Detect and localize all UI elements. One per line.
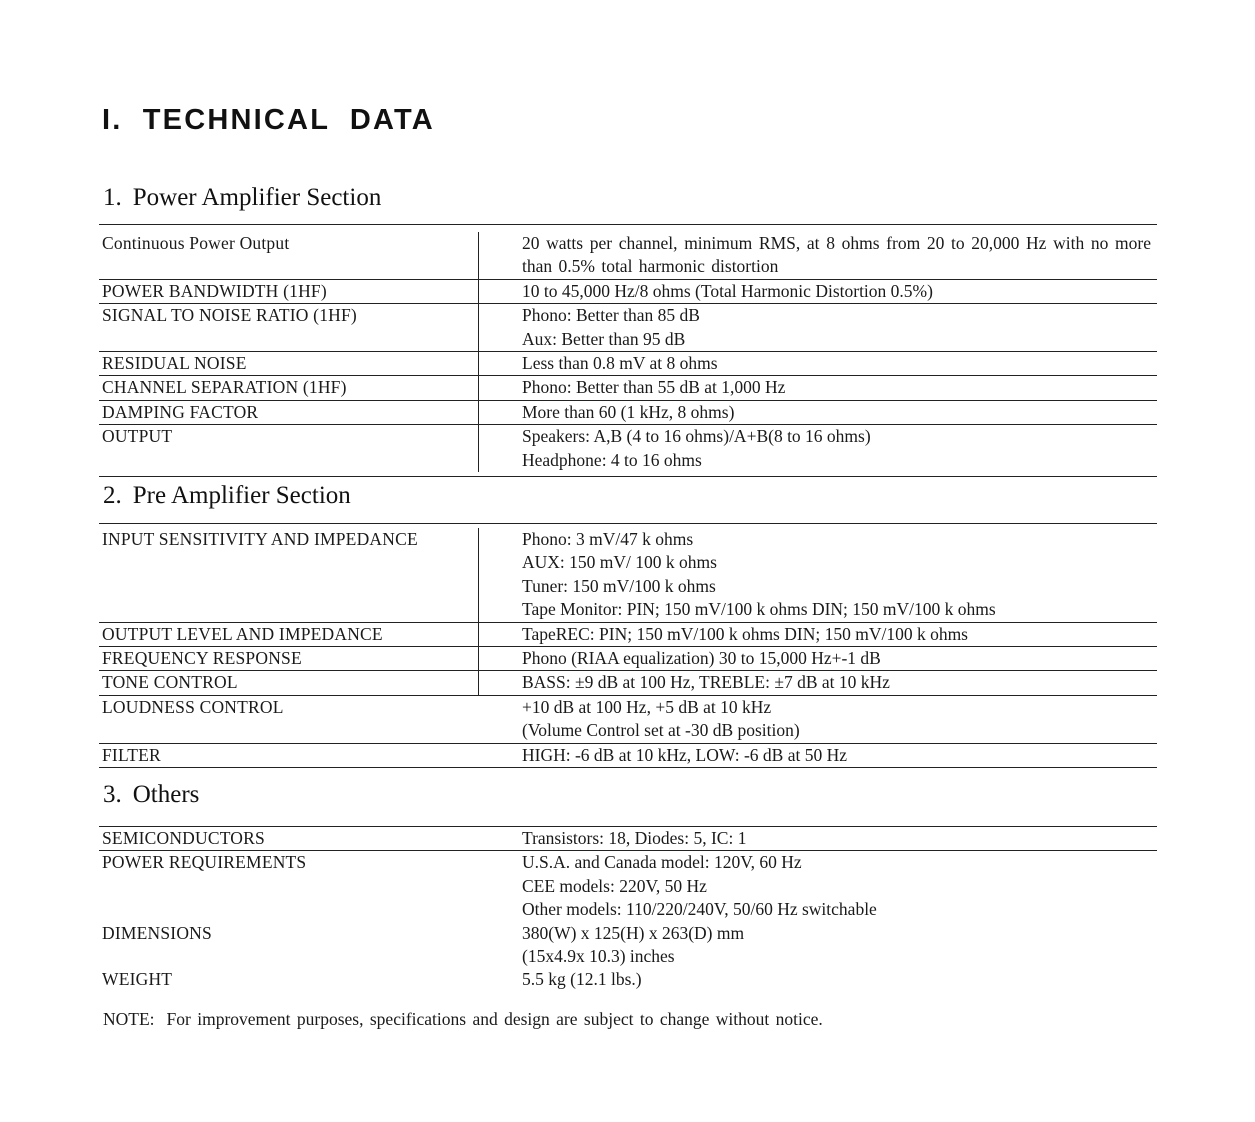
spec-label: POWER BANDWIDTH (1HF)	[99, 280, 479, 303]
spec-label: SEMICONDUCTORS	[102, 828, 265, 848]
spec-value: TapeREC: PIN; 150 mV/100 k ohms DIN; 150 mV/100 k ohms	[522, 623, 968, 644]
spec-value: HIGH: -6 dB at 10 kHz, LOW: -6 dB at 50 Hz	[522, 744, 847, 765]
spec-row-channel-separation	[99, 375, 1157, 399]
section-title-text: Pre Amplifier Section	[132, 482, 351, 509]
spec-row-output-level	[99, 622, 1157, 646]
spec-value: (15x4.9x 10.3) inches	[522, 946, 675, 967]
spec-row-continuous-power	[99, 225, 1157, 279]
spec-values	[479, 528, 1157, 622]
spec-row-dimensions	[99, 922, 1157, 969]
section-title-text: Others	[132, 781, 200, 808]
spec-value: Tuner: 150 mV/100 k ohms	[522, 575, 716, 596]
spec-value: Phono: Better than 85 dB	[522, 305, 700, 326]
spec-values	[479, 922, 1157, 969]
spec-label: DIMENSIONS	[102, 922, 212, 943]
spec-values	[479, 671, 1157, 694]
spec-row-frequency-response	[99, 646, 1157, 670]
spec-value: CEE models: 220V, 50 Hz	[522, 875, 707, 896]
spec-label: LOUDNESS CONTROL	[102, 696, 284, 717]
spec-values	[479, 623, 1157, 646]
spec-row-power-bandwidth	[99, 279, 1157, 303]
spec-label: FILTER	[102, 744, 161, 765]
others-section-title	[103, 781, 199, 809]
power-section-title	[103, 184, 381, 212]
spec-value: (Volume Control set at -30 dB position)	[522, 720, 800, 741]
spec-label: RESIDUAL NOISE	[99, 352, 479, 375]
spec-values	[479, 425, 1157, 472]
spec-label: TONE CONTROL	[99, 671, 479, 694]
spec-label: OUTPUT LEVEL AND IMPEDANCE	[99, 623, 479, 646]
spec-value: 5.5 kg (12.1 lbs.)	[522, 969, 642, 990]
spec-values	[479, 304, 1157, 351]
power-spec-table	[99, 224, 1157, 477]
spec-values	[479, 376, 1157, 399]
spec-value: +10 dB at 100 Hz, +5 dB at 10 kHz	[522, 696, 772, 717]
spec-row-loudness-control	[99, 695, 1157, 743]
spec-row-tone-control	[99, 670, 1157, 694]
spec-row-output	[99, 424, 1157, 476]
spec-row-weight	[99, 968, 1157, 991]
spec-values	[479, 744, 1157, 767]
section-number: 2.	[103, 482, 122, 509]
spec-label: WEIGHT	[102, 969, 173, 990]
spec-label: DAMPING FACTOR	[99, 401, 479, 424]
spec-label: CHANNEL SEPARATION (1HF)	[99, 376, 479, 399]
spec-value: Aux: Better than 95 dB	[522, 328, 686, 349]
note-text: For improvement purposes, specifications and design are subject to change without notice.	[166, 1009, 823, 1029]
spec-values	[479, 851, 1157, 921]
spec-value: U.S.A. and Canada model: 120V, 60 Hz	[522, 852, 802, 873]
spec-row-semiconductors	[99, 826, 1157, 850]
spec-value: Speakers: A,B (4 to 16 ohms)/A+B(8 to 16 ohms)	[522, 426, 871, 447]
spec-value: Transistors: 18, Diodes: 5, IC: 1	[522, 828, 747, 848]
spec-value: Phono: Better than 55 dB at 1,000 Hz	[522, 377, 786, 398]
spec-values	[479, 280, 1157, 303]
spec-value: Tape Monitor: PIN; 150 mV/100 k ohms DIN; 150 mV/100 k ohms	[522, 599, 996, 620]
spec-values	[479, 232, 1157, 279]
spec-value: Other models: 110/220/240V, 50/60 Hz switchable	[522, 899, 877, 920]
spec-row-damping-factor	[99, 400, 1157, 424]
spec-value: 10 to 45,000 Hz/8 ohms (Total Harmonic Distortion 0.5%)	[522, 280, 933, 301]
spec-value: More than 60 (1 kHz, 8 ohms)	[522, 401, 735, 422]
spec-values	[479, 968, 1157, 991]
spec-label: SIGNAL TO NOISE RATIO (1HF)	[99, 304, 479, 351]
section-number: 3.	[103, 781, 122, 808]
others-spec-table	[99, 826, 1157, 992]
spec-values	[479, 696, 1157, 743]
pre-section-title	[103, 482, 351, 510]
spec-value: Less than 0.8 mV at 8 ohms	[522, 353, 718, 374]
page-title: I. TECHNICAL DATA	[102, 104, 435, 136]
spec-label: Continuous Power Output	[99, 232, 479, 279]
spec-value: BASS: ±9 dB at 100 Hz, TREBLE: ±7 dB at 10 kHz	[522, 672, 890, 693]
spec-value: Headphone: 4 to 16 ohms	[522, 449, 702, 470]
spec-row-residual-noise	[99, 351, 1157, 375]
spec-value: Phono: 3 mV/47 k ohms	[522, 529, 694, 549]
spec-values	[479, 401, 1157, 424]
pre-spec-table	[99, 523, 1157, 768]
spec-row-input-sensitivity	[99, 524, 1157, 622]
spec-label: POWER REQUIREMENTS	[102, 852, 307, 873]
spec-label: INPUT SENSITIVITY AND IMPEDANCE	[99, 528, 479, 622]
spec-row-filter	[99, 743, 1157, 767]
spec-row-power-requirements	[99, 850, 1157, 921]
spec-value: 380(W) x 125(H) x 263(D) mm	[522, 922, 745, 943]
spec-label: FREQUENCY RESPONSE	[99, 647, 479, 670]
section-title-text: Power Amplifier Section	[132, 184, 382, 211]
spec-values	[479, 647, 1157, 670]
section-number: 1.	[103, 184, 122, 211]
spec-value: Phono (RIAA equalization) 30 to 15,000 Hz+-1 dB	[522, 648, 881, 669]
spec-values	[479, 827, 1157, 850]
spec-value: AUX: 150 mV/ 100 k ohms	[522, 552, 717, 573]
spec-label: OUTPUT	[99, 425, 479, 472]
spec-value: 20 watts per channel, minimum RMS, at 8 ohms from 20 to 20,000 Hz with no more than 0.5% total harmonic distortion	[522, 233, 1151, 277]
spec-values	[479, 352, 1157, 375]
spec-row-signal-to-noise	[99, 303, 1157, 351]
footnote	[103, 1009, 823, 1030]
note-label: NOTE:	[103, 1009, 155, 1029]
